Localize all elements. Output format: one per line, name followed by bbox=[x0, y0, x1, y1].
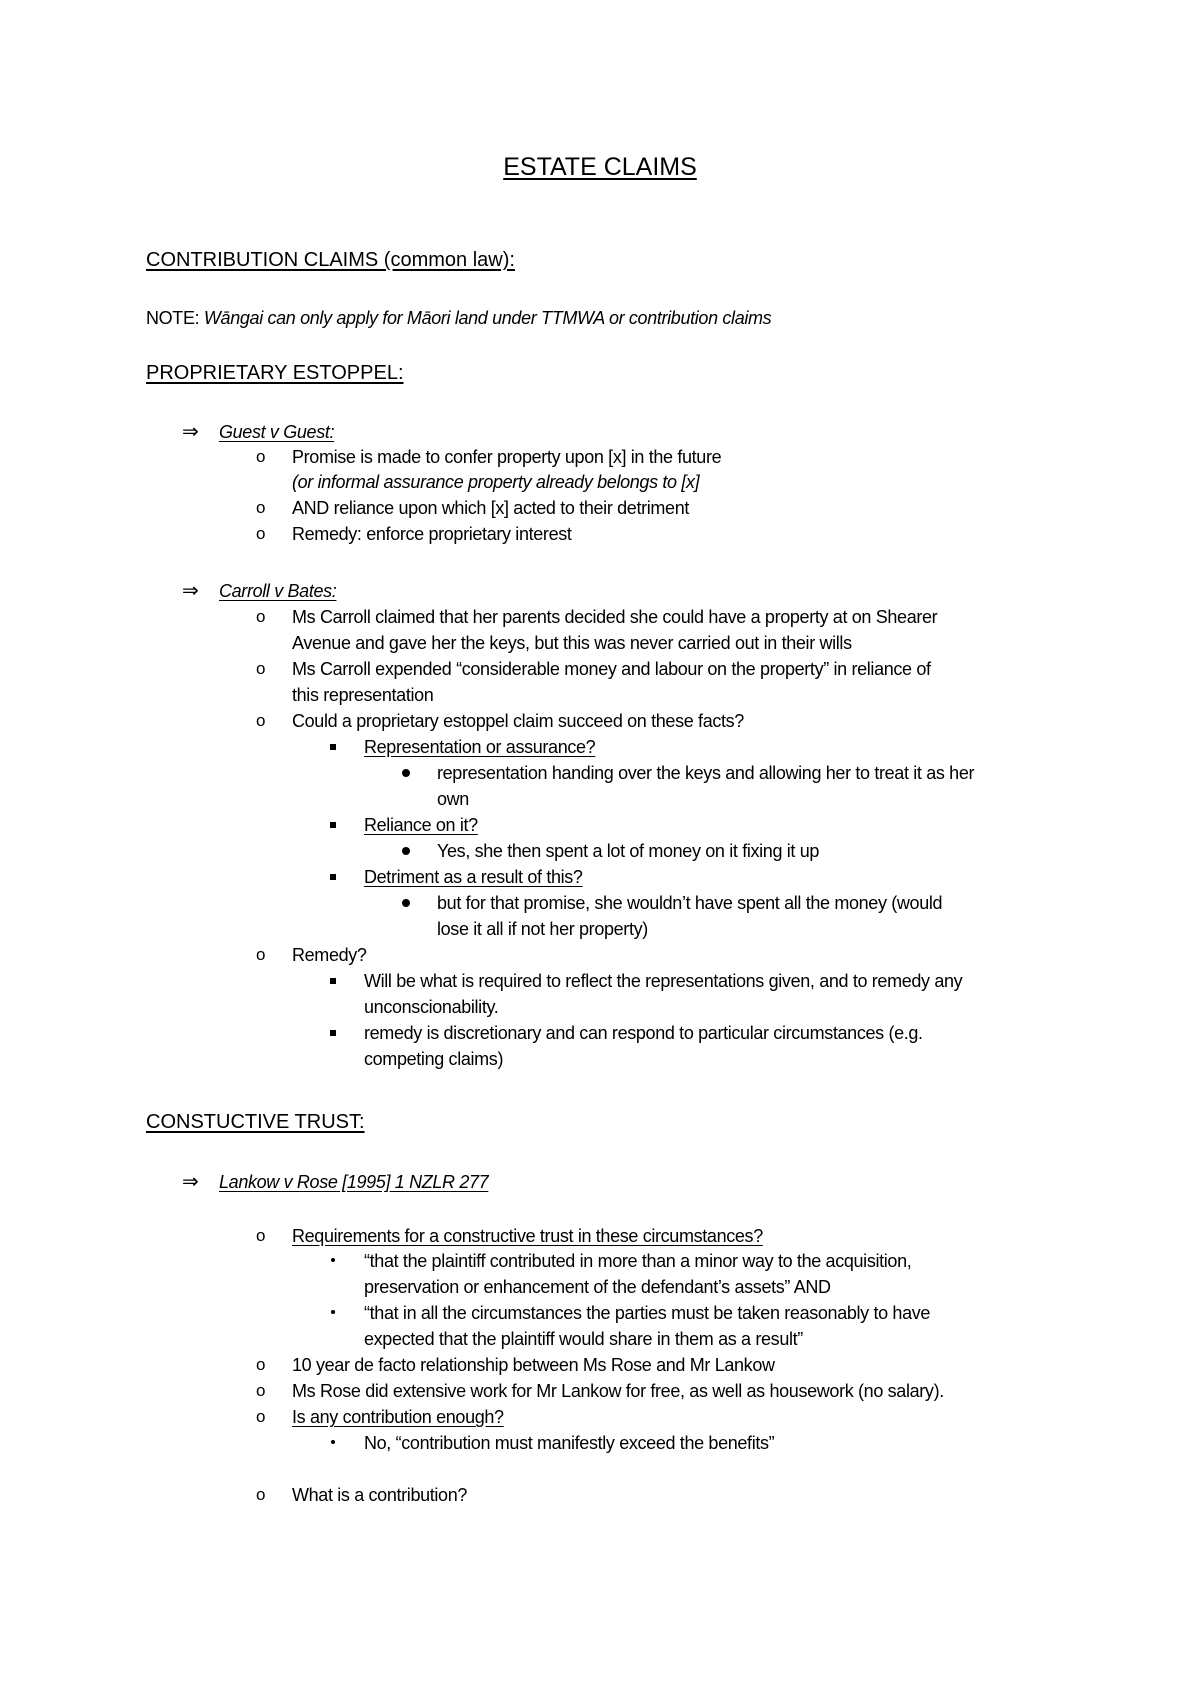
list-item: Is any contribution enough? bbox=[292, 1407, 504, 1427]
list-item: Ms Carroll claimed that her parents decided she could have a property at on Shearer bbox=[292, 607, 938, 627]
case-carroll-v-bates: Carroll v Bates: bbox=[219, 581, 337, 601]
remedy-item: remedy is discretionary and can respond to particular circumstances (e.g. bbox=[364, 1023, 923, 1043]
answer-item-continuation: lose it all if not her property) bbox=[437, 919, 648, 939]
note-text: Wāngai can only apply for Māori land under TTMWA or contribution claims bbox=[203, 308, 772, 328]
answer-item: Yes, she then spent a lot of money on it fixing it up bbox=[437, 841, 820, 861]
circle-bullet-icon: o bbox=[256, 711, 266, 730]
arrow-bullet-icon: ⇒ bbox=[182, 421, 199, 443]
quote-item: “that in all the circumstances the parties must be taken reasonably to have bbox=[364, 1303, 931, 1323]
list-item: What is a contribution? bbox=[292, 1485, 468, 1505]
square-bullet-icon bbox=[330, 978, 336, 984]
small-bullet-icon bbox=[331, 1440, 335, 1444]
circle-bullet-icon: o bbox=[256, 447, 266, 466]
list-item: AND reliance upon which [x] acted to their detriment bbox=[292, 498, 690, 518]
remedy-item-continuation: unconscionability. bbox=[364, 997, 499, 1017]
case-lankow-v-rose: Lankow v Rose [1995] 1 NZLR 277 bbox=[219, 1172, 489, 1192]
circle-bullet-icon: o bbox=[256, 1381, 266, 1400]
quote-item: No, “contribution must manifestly exceed the benefits” bbox=[364, 1433, 775, 1453]
proprietary-estoppel-heading: PROPRIETARY ESTOPPEL: bbox=[146, 362, 404, 384]
circle-bullet-icon: o bbox=[256, 1226, 266, 1245]
list-item: Requirements for a constructive trust in these circumstances? bbox=[292, 1226, 763, 1246]
round-bullet-icon bbox=[402, 769, 410, 777]
arrow-bullet-icon: ⇒ bbox=[182, 1171, 199, 1193]
circle-bullet-icon: o bbox=[256, 1407, 266, 1426]
quote-item: “that the plaintiff contributed in more than a minor way to the acquisition, bbox=[364, 1251, 912, 1271]
circle-bullet-icon: o bbox=[256, 607, 266, 626]
answer-item: representation handing over the keys and allowing her to treat it as her bbox=[437, 763, 975, 783]
sub-question: Representation or assurance? bbox=[364, 737, 596, 757]
contribution-claims-heading: CONTRIBUTION CLAIMS (common law): bbox=[146, 249, 515, 271]
circle-bullet-icon: o bbox=[256, 659, 266, 678]
square-bullet-icon bbox=[330, 1030, 336, 1036]
answer-item: but for that promise, she wouldn’t have spent all the money (would bbox=[437, 893, 943, 913]
circle-bullet-icon: o bbox=[256, 1485, 266, 1504]
list-item: Could a proprietary estoppel claim succeed on these facts? bbox=[292, 711, 744, 731]
round-bullet-icon bbox=[402, 847, 410, 855]
circle-bullet-icon: o bbox=[256, 524, 266, 543]
circle-bullet-icon: o bbox=[256, 945, 266, 964]
small-bullet-icon bbox=[331, 1258, 335, 1262]
note-label: NOTE: bbox=[146, 308, 204, 328]
list-item: Remedy: enforce proprietary interest bbox=[292, 524, 572, 544]
case-guest-v-guest: Guest v Guest: bbox=[219, 422, 335, 442]
document-title: ESTATE CLAIMS bbox=[503, 153, 697, 181]
remedy-item-continuation: competing claims) bbox=[364, 1049, 504, 1069]
note-line bbox=[146, 307, 771, 329]
remedy-item: Will be what is required to reflect the representations given, and to remedy any bbox=[364, 971, 963, 991]
list-item-continuation: this representation bbox=[292, 685, 434, 705]
constructive-trust-heading: CONSTUCTIVE TRUST: bbox=[146, 1111, 365, 1133]
arrow-bullet-icon: ⇒ bbox=[182, 580, 199, 602]
list-item: Promise is made to confer property upon [x] in the future bbox=[292, 447, 722, 467]
list-item-continuation: (or informal assurance property already belongs to [x] bbox=[292, 472, 700, 492]
circle-bullet-icon: o bbox=[256, 1355, 266, 1374]
list-item-continuation: Avenue and gave her the keys, but this was never carried out in their wills bbox=[292, 633, 852, 653]
answer-item-continuation: own bbox=[437, 789, 469, 809]
round-bullet-icon bbox=[402, 899, 410, 907]
square-bullet-icon bbox=[330, 874, 336, 880]
square-bullet-icon bbox=[330, 822, 336, 828]
list-item: 10 year de facto relationship between Ms Rose and Mr Lankow bbox=[292, 1355, 775, 1375]
list-item: Remedy? bbox=[292, 945, 367, 965]
sub-question: Reliance on it? bbox=[364, 815, 478, 835]
quote-item-continuation: preservation or enhancement of the defendant’s assets” AND bbox=[364, 1277, 831, 1297]
sub-question: Detriment as a result of this? bbox=[364, 867, 583, 887]
list-item: Ms Rose did extensive work for Mr Lankow for free, as well as housework (no salary). bbox=[292, 1381, 944, 1401]
small-bullet-icon bbox=[331, 1310, 335, 1314]
quote-item-continuation: expected that the plaintiff would share in them as a result” bbox=[364, 1329, 803, 1349]
list-item: Ms Carroll expended “considerable money and labour on the property” in reliance of bbox=[292, 659, 931, 679]
circle-bullet-icon: o bbox=[256, 498, 266, 517]
square-bullet-icon bbox=[330, 744, 336, 750]
